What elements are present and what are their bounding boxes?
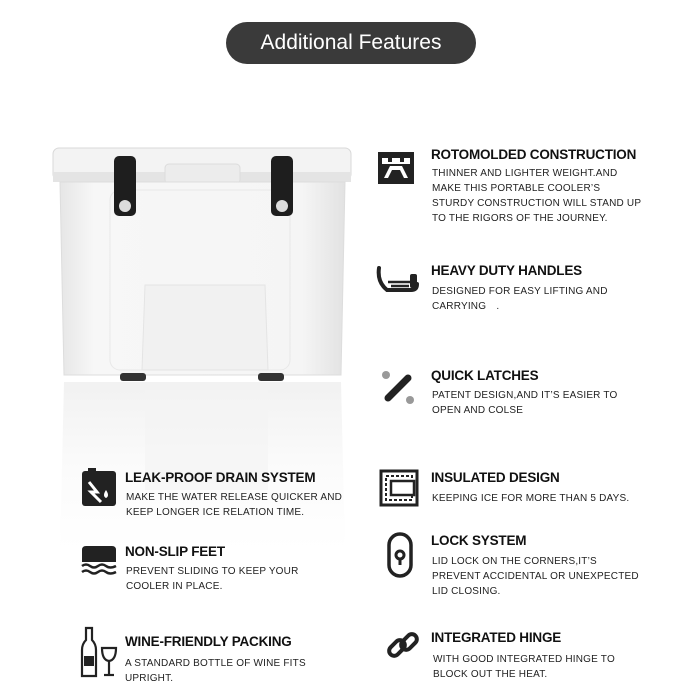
insulation-icon (378, 468, 422, 512)
feature-desc: DESIGNED FOR EASY LIFTING AND CARRYING . (432, 286, 608, 312)
latch-right (271, 156, 293, 216)
lock-icon (383, 532, 427, 576)
feature-desc: PREVENT SLIDING TO KEEP YOUR COOLER IN PLACE. (126, 566, 299, 592)
feature-title: INSULATED DESIGN (431, 470, 560, 485)
feature-title: QUICK LATCHES (431, 368, 539, 383)
feature-title: LEAK-PROOF DRAIN SYSTEM (125, 470, 316, 485)
feature-desc: WITH GOOD INTEGRATED HINGE TO BLOCK OUT THE HEAT. (433, 654, 615, 680)
wine-icon (80, 626, 124, 670)
feet-icon (80, 544, 124, 588)
rotomold-icon (376, 148, 420, 192)
feature-title: HEAVY DUTY HANDLES (431, 263, 582, 278)
feature-desc: MAKE THE WATER RELEASE QUICKER AND KEEP LONGER ICE RELATION TIME. (126, 492, 343, 518)
feature-desc: PATENT DESIGN,AND IT’S EASIER TO OPEN AND COLSE (432, 390, 618, 416)
feature-title: ROTOMOLDED CONSTRUCTION (431, 147, 637, 162)
feature-desc: KEEPING ICE FOR MORE THAN 5 DAYS. (432, 493, 630, 504)
handle-icon (376, 262, 420, 306)
drain-icon (80, 468, 124, 512)
features-banner (226, 22, 476, 64)
feature-desc: LID LOCK ON THE CORNERS,IT’S PREVENT ACCIDENTAL OR UNEXPECTED LID CLOSING. (432, 556, 639, 597)
feature-title: WINE-FRIENDLY PACKING (125, 634, 292, 649)
feature-desc: A STANDARD BOTTLE OF WINE FITS UPRIGHT. (125, 658, 306, 684)
feature-desc: THINNER AND LIGHTER WEIGHT.AND MAKE THIS PORTABLE COOLER’S STURDY CONSTRUCTION WILL STAND UP TO THE RIGORS OF THE JOURNEY. (432, 168, 642, 224)
banner-title: Additional Features (260, 31, 442, 54)
latch-icon (378, 368, 422, 412)
feature-title: INTEGRATED HINGE (431, 630, 562, 645)
feature-title: NON-SLIP FEET (125, 544, 225, 559)
latch-left (114, 156, 136, 216)
hinge-icon (385, 628, 429, 672)
feature-title: LOCK SYSTEM (431, 533, 527, 548)
